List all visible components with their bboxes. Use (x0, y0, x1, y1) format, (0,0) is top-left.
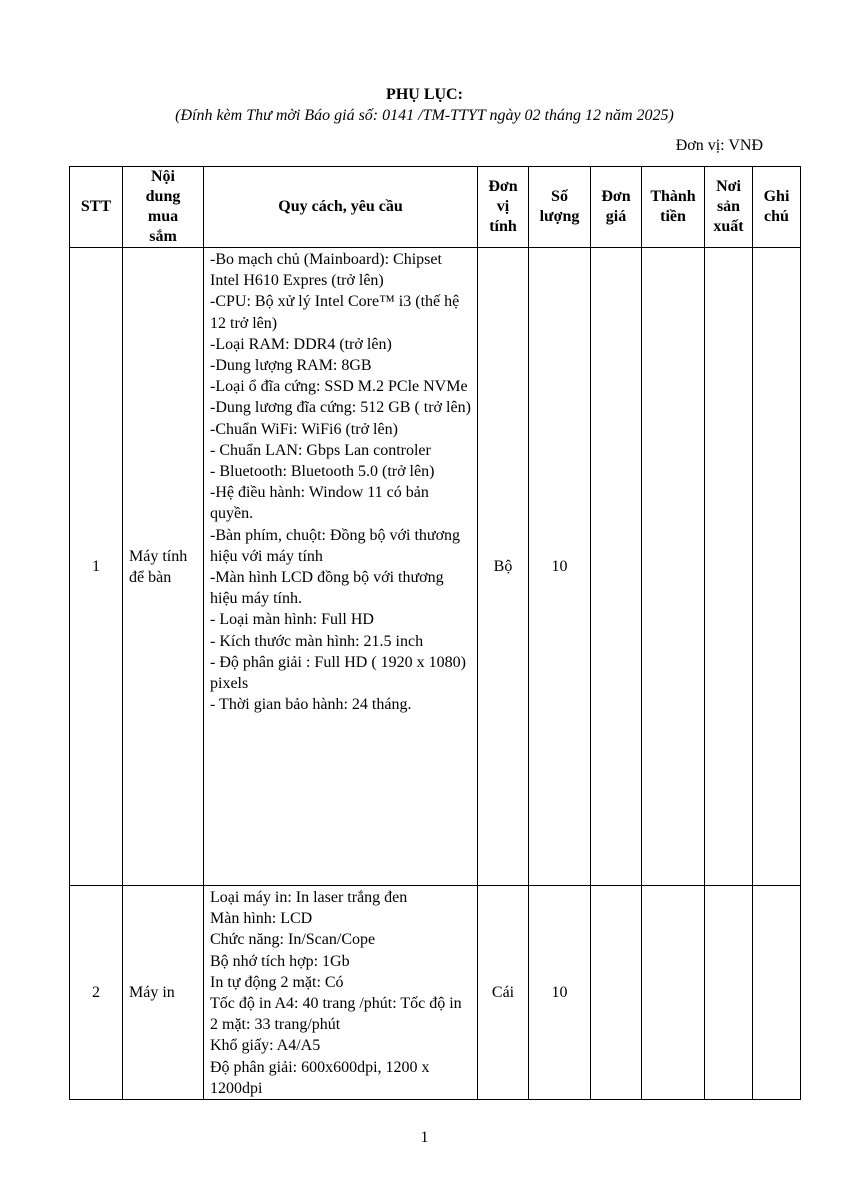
spec-line: Loại máy in: In laser trắng đen (210, 889, 408, 906)
row-name: Máy tính để bàn (123, 248, 204, 886)
spec-line: -Loại RAM: DDR4 (trở lên) (210, 335, 392, 353)
table-row (70, 248, 801, 886)
spec-line: -Loại ổ đĩa cứng: SSD M.2 PCle NVMe (210, 378, 468, 396)
spec-line: - Loại màn hình: Full HD (210, 611, 374, 629)
header-origin: Nơi sản xuất (705, 167, 753, 248)
spec-line: Chức năng: In/Scan/Cope (210, 931, 376, 949)
row-spec (204, 248, 478, 886)
page-number: 1 (420, 1129, 429, 1146)
row-stt: 1 (70, 248, 123, 886)
row-quantity: 10 (529, 886, 591, 1100)
row-name: Máy in (123, 886, 204, 1100)
spec-line: Khổ giấy: A4/A5 (210, 1037, 321, 1055)
document-title: PHỤ LỤC: (386, 86, 463, 103)
spec-line: Bộ nhớ tích hợp: 1Gb (210, 952, 350, 970)
header-quantity: Số lượng (529, 167, 591, 248)
spec-line: -Hệ điều hành: Window 11 có bản quyền. (210, 484, 429, 523)
row-unit: Cái (478, 886, 529, 1100)
header-price: Đơn giá (591, 167, 642, 248)
header-content: Nội dung mua sắm (123, 167, 204, 248)
row-origin (705, 886, 753, 1100)
row-amount (642, 248, 705, 886)
row-note (753, 886, 801, 1100)
spec-line: - Độ phân giải : Full HD ( 1920 x 1080) pixels (210, 653, 466, 693)
header-note: Ghi chú (753, 167, 801, 248)
spec-line: Màn hình: LCD (210, 910, 313, 928)
spec-line: -Bàn phím, chuột: Đồng bộ với thương hiệu với máy tính (210, 526, 461, 565)
spec-line: -Màn hình LCD đồng bộ với thương hiệu máy tính. (210, 569, 444, 608)
row-origin (705, 248, 753, 886)
header-spec: Quy cách, yêu cầu (204, 167, 478, 248)
spec-line: -CPU: Bộ xử lý Intel Core™ i3 (thế hệ 12 trở lên) (210, 293, 460, 332)
spec-line: -Dung lương đĩa cứng: 512 GB ( trở lên) (210, 399, 471, 417)
spec-line: - Chuẩn LAN: Gbps Lan controler (210, 441, 431, 459)
header-unit: Đơn vị tính (478, 167, 529, 248)
spec-line: Tốc độ in A4: 40 trang /phút: Tốc độ in 2 mặt: 33 trang/phút (210, 995, 462, 1034)
spec-line: - Bluetooth: Bluetooth 5.0 (trở lên) (210, 463, 435, 481)
row-unit: Bộ (478, 248, 529, 886)
row-amount (642, 886, 705, 1100)
spec-line: In tự động 2 mặt: Có (210, 973, 344, 991)
currency-unit: Đơn vị: VNĐ (675, 137, 763, 154)
table-header-row (70, 167, 801, 248)
row-quantity: 10 (529, 248, 591, 886)
spec-line: Độ phân giải: 600x600dpi, 1200 x 1200dpi (210, 1058, 430, 1097)
spec-line: -Bo mạch chủ (Mainboard): Chipset Intel H610 Expres (trở lên) (210, 251, 442, 290)
spec-line: -Chuẩn WiFi: WiFi6 (trở lên) (210, 420, 398, 438)
spec-line: -Dung lượng RAM: 8GB (210, 357, 372, 375)
spec-line: - Kích thước màn hình: 21.5 inch (210, 632, 424, 650)
row-price (591, 248, 642, 886)
spec-line: - Thời gian bảo hành: 24 tháng. (210, 696, 412, 714)
row-note (753, 248, 801, 886)
quotation-table (69, 166, 801, 1100)
row-spec (204, 886, 478, 1100)
row-price (591, 886, 642, 1100)
table-row (70, 886, 801, 1100)
header-amount: Thành tiền (642, 167, 705, 248)
header-stt: STT (70, 167, 123, 248)
document-subtitle: (Đính kèm Thư mời Báo giá số: 0141 /TM-TTYT ngày 02 tháng 12 năm 2025) (175, 107, 674, 124)
row-stt: 2 (70, 886, 123, 1100)
